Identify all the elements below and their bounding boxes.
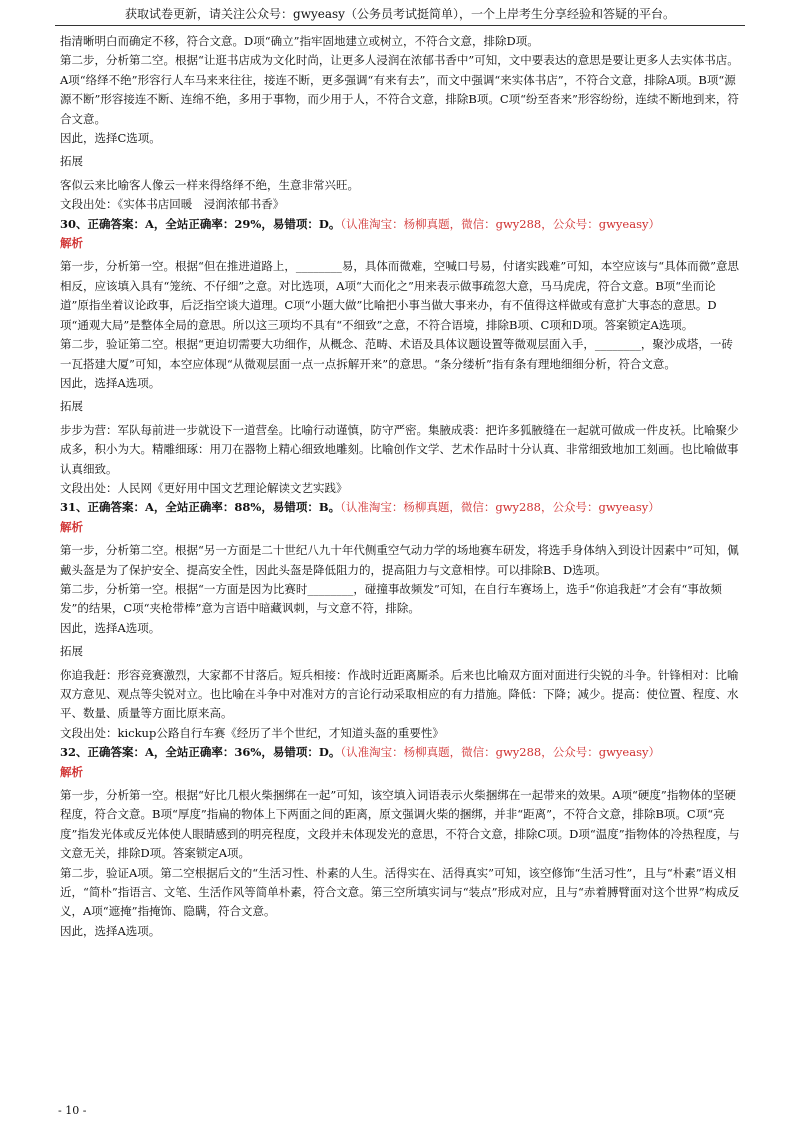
answer-text: 32、正确答案：A，全站正确率：36%，易错项：D。: [60, 745, 341, 760]
paragraph: 第二步，分析第一空。根据“一方面是因为比赛时________，碰撞事故频发”可知，在自行车赛场上，选手“你追我赶”才会有“事故频发”的结果，C项“夹枪带棒”意为言语中暗藏讽刺，与文意不符，排除。: [60, 581, 722, 616]
source-note: 文段出处：《实体书店回暖 浸润浓郁书香》: [60, 197, 285, 212]
header-divider: [55, 25, 745, 26]
answer-line-30: [60, 215, 744, 234]
paragraph: 因此，选择A选项。: [60, 375, 161, 390]
paragraph: 因此，选择A选项。: [60, 620, 161, 635]
paragraph: 因此，选择A选项。: [60, 923, 161, 938]
answer-text: 30、正确答案：A，全站正确率：29%，易错项：D。: [60, 216, 341, 231]
paragraph: 步步为营：军队每前进一步就设下一道营垒。比喻行动谨慎，防守严密。集腋成裘：把许多狐腋缝在一起就可做成一件皮袄。比喻聚少成多，积小为大。精雕细琢：用刀在器物上精心细致地雕刻。比喻创作文学、艺术作品时十分认真、非常细致地加工刻画。也比喻做事认真细致。: [60, 422, 739, 476]
promo-text: （认准淘宝：杨柳真题，微信：gwy288，公众号：gwyeasy）: [340, 500, 660, 515]
source-note: 文段出处：人民网《更好用中国文艺理论解读文艺实践》: [60, 480, 348, 495]
paragraph: 客似云来比喻客人像云一样来得络绎不绝，生意非常兴旺。: [60, 177, 359, 192]
paragraph: 第二步，分析第二空。根据“让逛书店成为文化时尚，让更多人浸润在浓郁书香中”可知，文中要表达的意思是要让更多人去实体书店。A项“络绎不绝”形容行人车马来来往往，接连不断，更多强调“有来有去”，而文中强调“来实体书店”，不符合文意，排除A项。B项“源源不断”形容接连不断、连绵不绝，多用于事物，而少用于人，不符合文意，排除B项。C项“纷至沓来”形容纷纷，连续不断地到来，符合文意。: [60, 53, 739, 126]
answer-line-31: [60, 498, 744, 517]
paragraph: 因此，选择C选项。: [60, 131, 161, 146]
extension-heading: 拓展: [60, 154, 83, 169]
promo-text: （认准淘宝：杨柳真题，微信：gwy288，公众号：gwyeasy）: [340, 216, 660, 231]
extension-heading: 拓展: [60, 399, 83, 414]
paragraph: 第一步，分析第一空。根据“但在推进道路上，________易，具体而微难，空喊口号易，付诸实践难”可知，本空应该与“具体而微”意思相反，应该填入具有“笼统、不仔细”之意。对比选项，A项“大而化之”用来表示做事疏忽大意，马马虎虎，符合文意。B项“坐而论道”原指坐着议论政事，后泛指空谈大道理。C项“小题大做”比喻把小事当做大事来办，有不值得这样做或有意扩大事态的意思。D项“通观大局”是整体全局的意思。所以这三项均不具有“不细致”之意，不符合语境，排除B项、C项和D项。答案锁定A选项。: [60, 259, 740, 332]
paragraph: 第二步，验证第二空。根据“更迫切需要大功细作，从概念、范畴、术语及具体议题设置等微观层面入手，________，聚沙成塔，一砖一瓦搭建大厦”可知，本空应体现“从微观层面一点一点拆解开来”的意思。“条分缕析”指有条有理地细细分析，符合文意。: [60, 337, 733, 371]
paragraph: 第一步，分析第一空。根据“好比几根火柴捆绑在一起”可知，该空填入词语表示火柴捆绑在一起带来的效果。A项“硬度”指物体的坚硬程度，符合文意。B项“厚度”指扁的物体上下两面之间的距离，原文强调火柴的捆绑，并非“距离”，不符合文意，排除B项。C项“亮度”指发光体或反光体使人眼睛感到的明亮程度，文段并未体现发光的意思，不符合文意，排除C项。D项“温度”指物体的冷热程度，与文意无关，排除D项。答案锁定A项。: [60, 788, 740, 861]
analysis-heading: 解析: [60, 236, 83, 251]
page-header: 获取试卷更新，请关注公众号：gwyeasy（公务员考试挺简单），一个上岸考生分享经验和答疑的平台。: [125, 7, 675, 21]
promo-text: （认准淘宝：杨柳真题，微信：gwy288，公众号：gwyeasy）: [340, 745, 660, 760]
answer-text: 31、正确答案：A，全站正确率：88%，易错项：B。: [60, 500, 341, 515]
document-body: [60, 32, 744, 941]
paragraph: 指清晰明白而确定不移，符合文意。D项“确立”指牢固地建立或树立，不符合文意，排除D项。: [60, 34, 539, 48]
source-note: 文段出处：kickup公路自行车赛《经历了半个世纪，才知道头盔的重要性》: [60, 725, 444, 740]
answer-line-32: [60, 743, 744, 762]
paragraph: 第二步，验证A项。第二空根据后文的“生活习性、朴素的人生。活得实在、活得真实”可知，该空修饰“生活习性”，且与“朴素”语义相近，“简朴”指语言、文笔、生活作风等简单朴素，符合文意。第三空所填实词与“装点”形成对应，且与“赤着膊臂面对这个世界”构成反义，A项“遮掩”指掩饰、隐瞒，符合文意。: [60, 865, 740, 919]
analysis-heading: 解析: [60, 764, 83, 779]
analysis-heading: 解析: [60, 519, 83, 534]
paragraph: 第一步，分析第二空。根据“另一方面是二十世纪八九十年代侧重空气动力学的场地赛车研发，将选手身体纳入到设计因素中”可知，佩戴头盔是为了保护安全、提高安全性，因此头盔是降低阻力的，提高阻力与文意相悖。可以排除B、D选项。: [60, 543, 739, 577]
extension-heading: 拓展: [60, 644, 83, 659]
paragraph: 你追我赶：形容竞赛激烈，大家都不甘落后。短兵相接：作战时近距离厮杀。后来也比喻双方面对面进行尖锐的斗争。针锋相对：比喻双方意见、观点等尖锐对立。也比喻在斗争中对准对方的言论行动采取相应的有力措施。降低：下降；减少。提高：使位置、程度、水平、数量、质量等方面比原来高。: [60, 667, 739, 721]
page-number: - 10 -: [58, 1104, 87, 1117]
